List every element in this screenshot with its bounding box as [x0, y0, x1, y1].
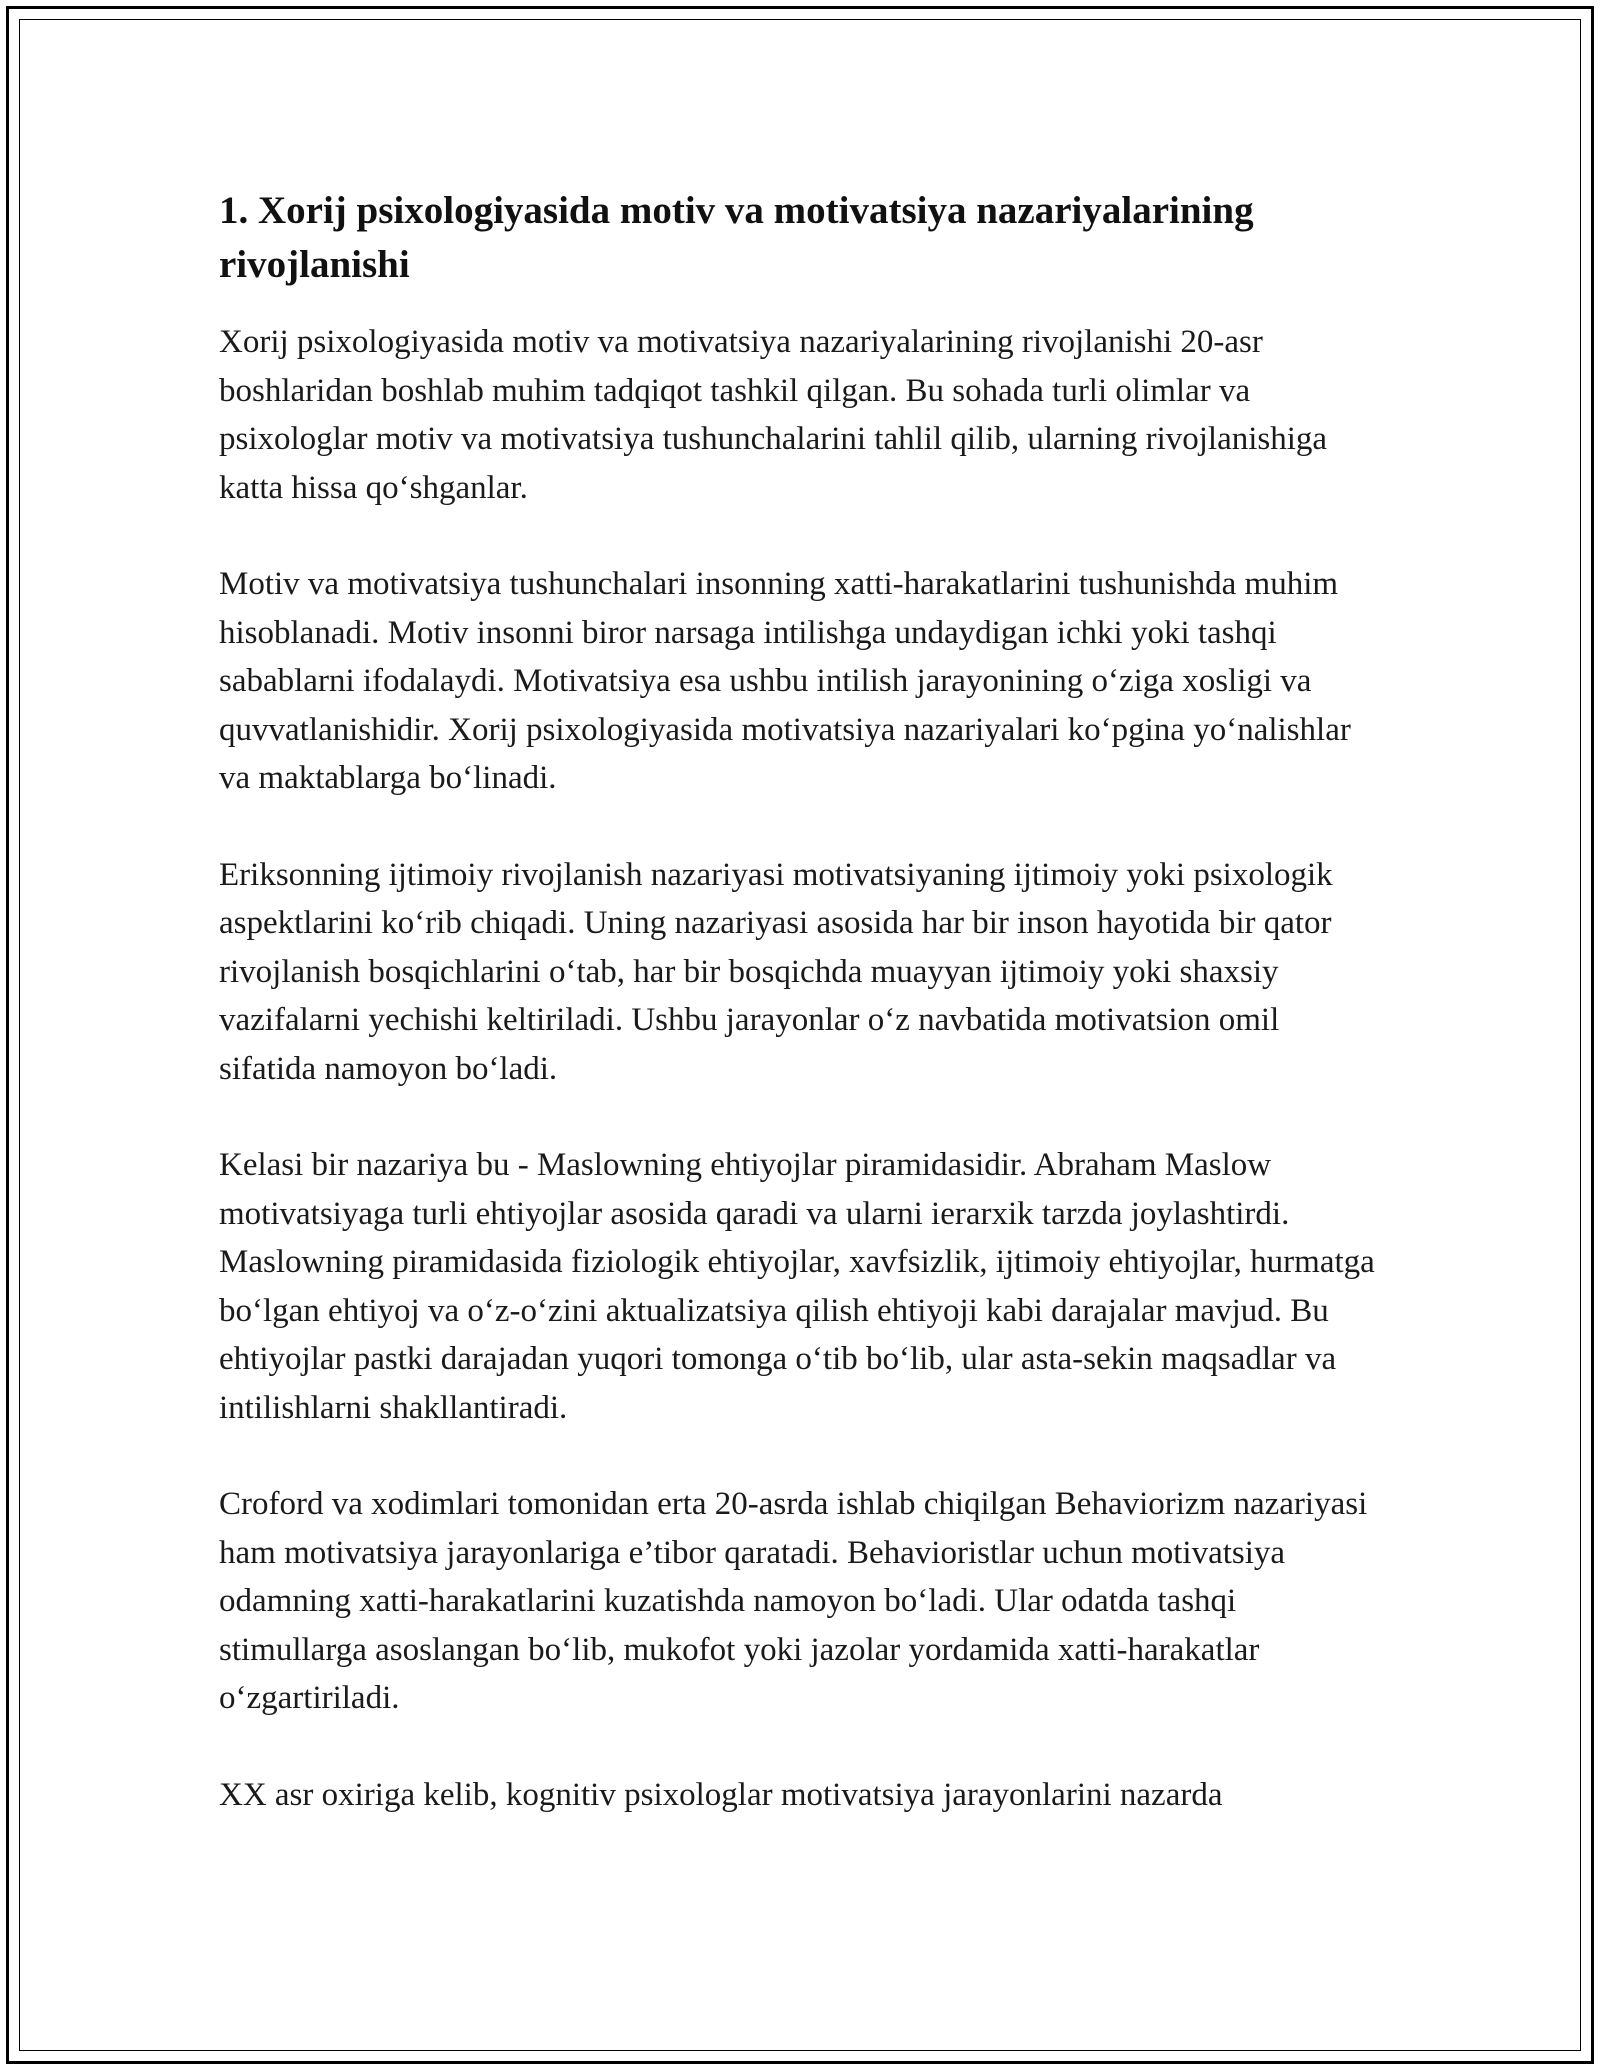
paragraph-6: XX asr oxiriga kelib, kognitiv psixologlar motivatsiya jarayonlarini nazarda [219, 1776, 1223, 1813]
document-body [219, 184, 1379, 1867]
section-heading: 1. Xorij psixologiyasida motiv va motivatsiya nazariyalarining rivojlanishi [219, 189, 1254, 286]
paragraph-5: Croford va xodimlari tomonidan erta 20-asrda ishlab chiqilgan Behaviorizm nazariyasi ham motivatsiya jarayonlariga e’tibor qaratadi. Behavioristlar uchun motivatsiya odamning xatti-harakatlarini kuzatishda namoyon bo‘ladi. Ular odatda tashqi stimullarga asoslangan bo‘lib, mukofot yoki jazolar yordamida xatti-harakatlar o‘zgartiriladi. [219, 1486, 1368, 1716]
paragraph-2: Motiv va motivatsiya tushunchalari insonning xatti-harakatlarini tushunishda muhim hisoblanadi. Motiv insonni biror narsaga intilishga undaydigan ichki yoki tashqi sabablarni ifodalaydi. Motivatsiya esa ushbu intilish jarayonining o‘ziga xosligi va quvvatlanishidir. Xorij psixologiyasida motivatsiya nazariyalari ko‘pgina yo‘nalishlar va maktablarga bo‘linadi. [219, 566, 1351, 796]
paragraph-3: Eriksonning ijtimoiy rivojlanish nazariyasi motivatsiyaning ijtimoiy yoki psixologik aspektlarini ko‘rib chiqadi. Uning nazariyasi asosida har bir inson hayotida bir qator rivojlanish bosqichlarini o‘tab, har bir bosqichda muayyan ijtimoiy yoki shaxsiy vazifalarni yechishi keltiriladi. Ushbu jarayonlar o‘z navbatida motivatsion omil sifatida namoyon bo‘ladi. [219, 856, 1333, 1087]
paragraph-4: Kelasi bir nazariya bu - Maslowning ehtiyojlar piramidasidir. Abraham Maslow motivatsiyaga turli ehtiyojlar asosida qaradi va ularni ierarxik tarzda joylashtirdi. Maslowning piramidasida fiziologik ehtiyojlar, xavfsizlik, ijtimoiy ehtiyojlar, hurmatga bo‘lgan ehtiyoj va o‘z-o‘zini aktualizatsiya qilish ehtiyoji kabi darajalar mavjud. Bu ehtiyojlar pastki darajadan yuqori tomonga o‘tib bo‘lib, ular asta-sekin maqsadlar va intilishlarni shakllantiradi. [219, 1147, 1375, 1426]
paragraph-1: Xorij psixologiyasida motiv va motivatsiya nazariyalarining rivojlanishi 20-asr boshlaridan boshlab muhim tadqiqot tashkil qilgan. Bu sohada turli olimlar va psixologlar motiv va motivatsiya tushunchalarini tahlil qilib, ularning rivojlanishiga katta hissa qo‘shganlar. [219, 324, 1328, 506]
